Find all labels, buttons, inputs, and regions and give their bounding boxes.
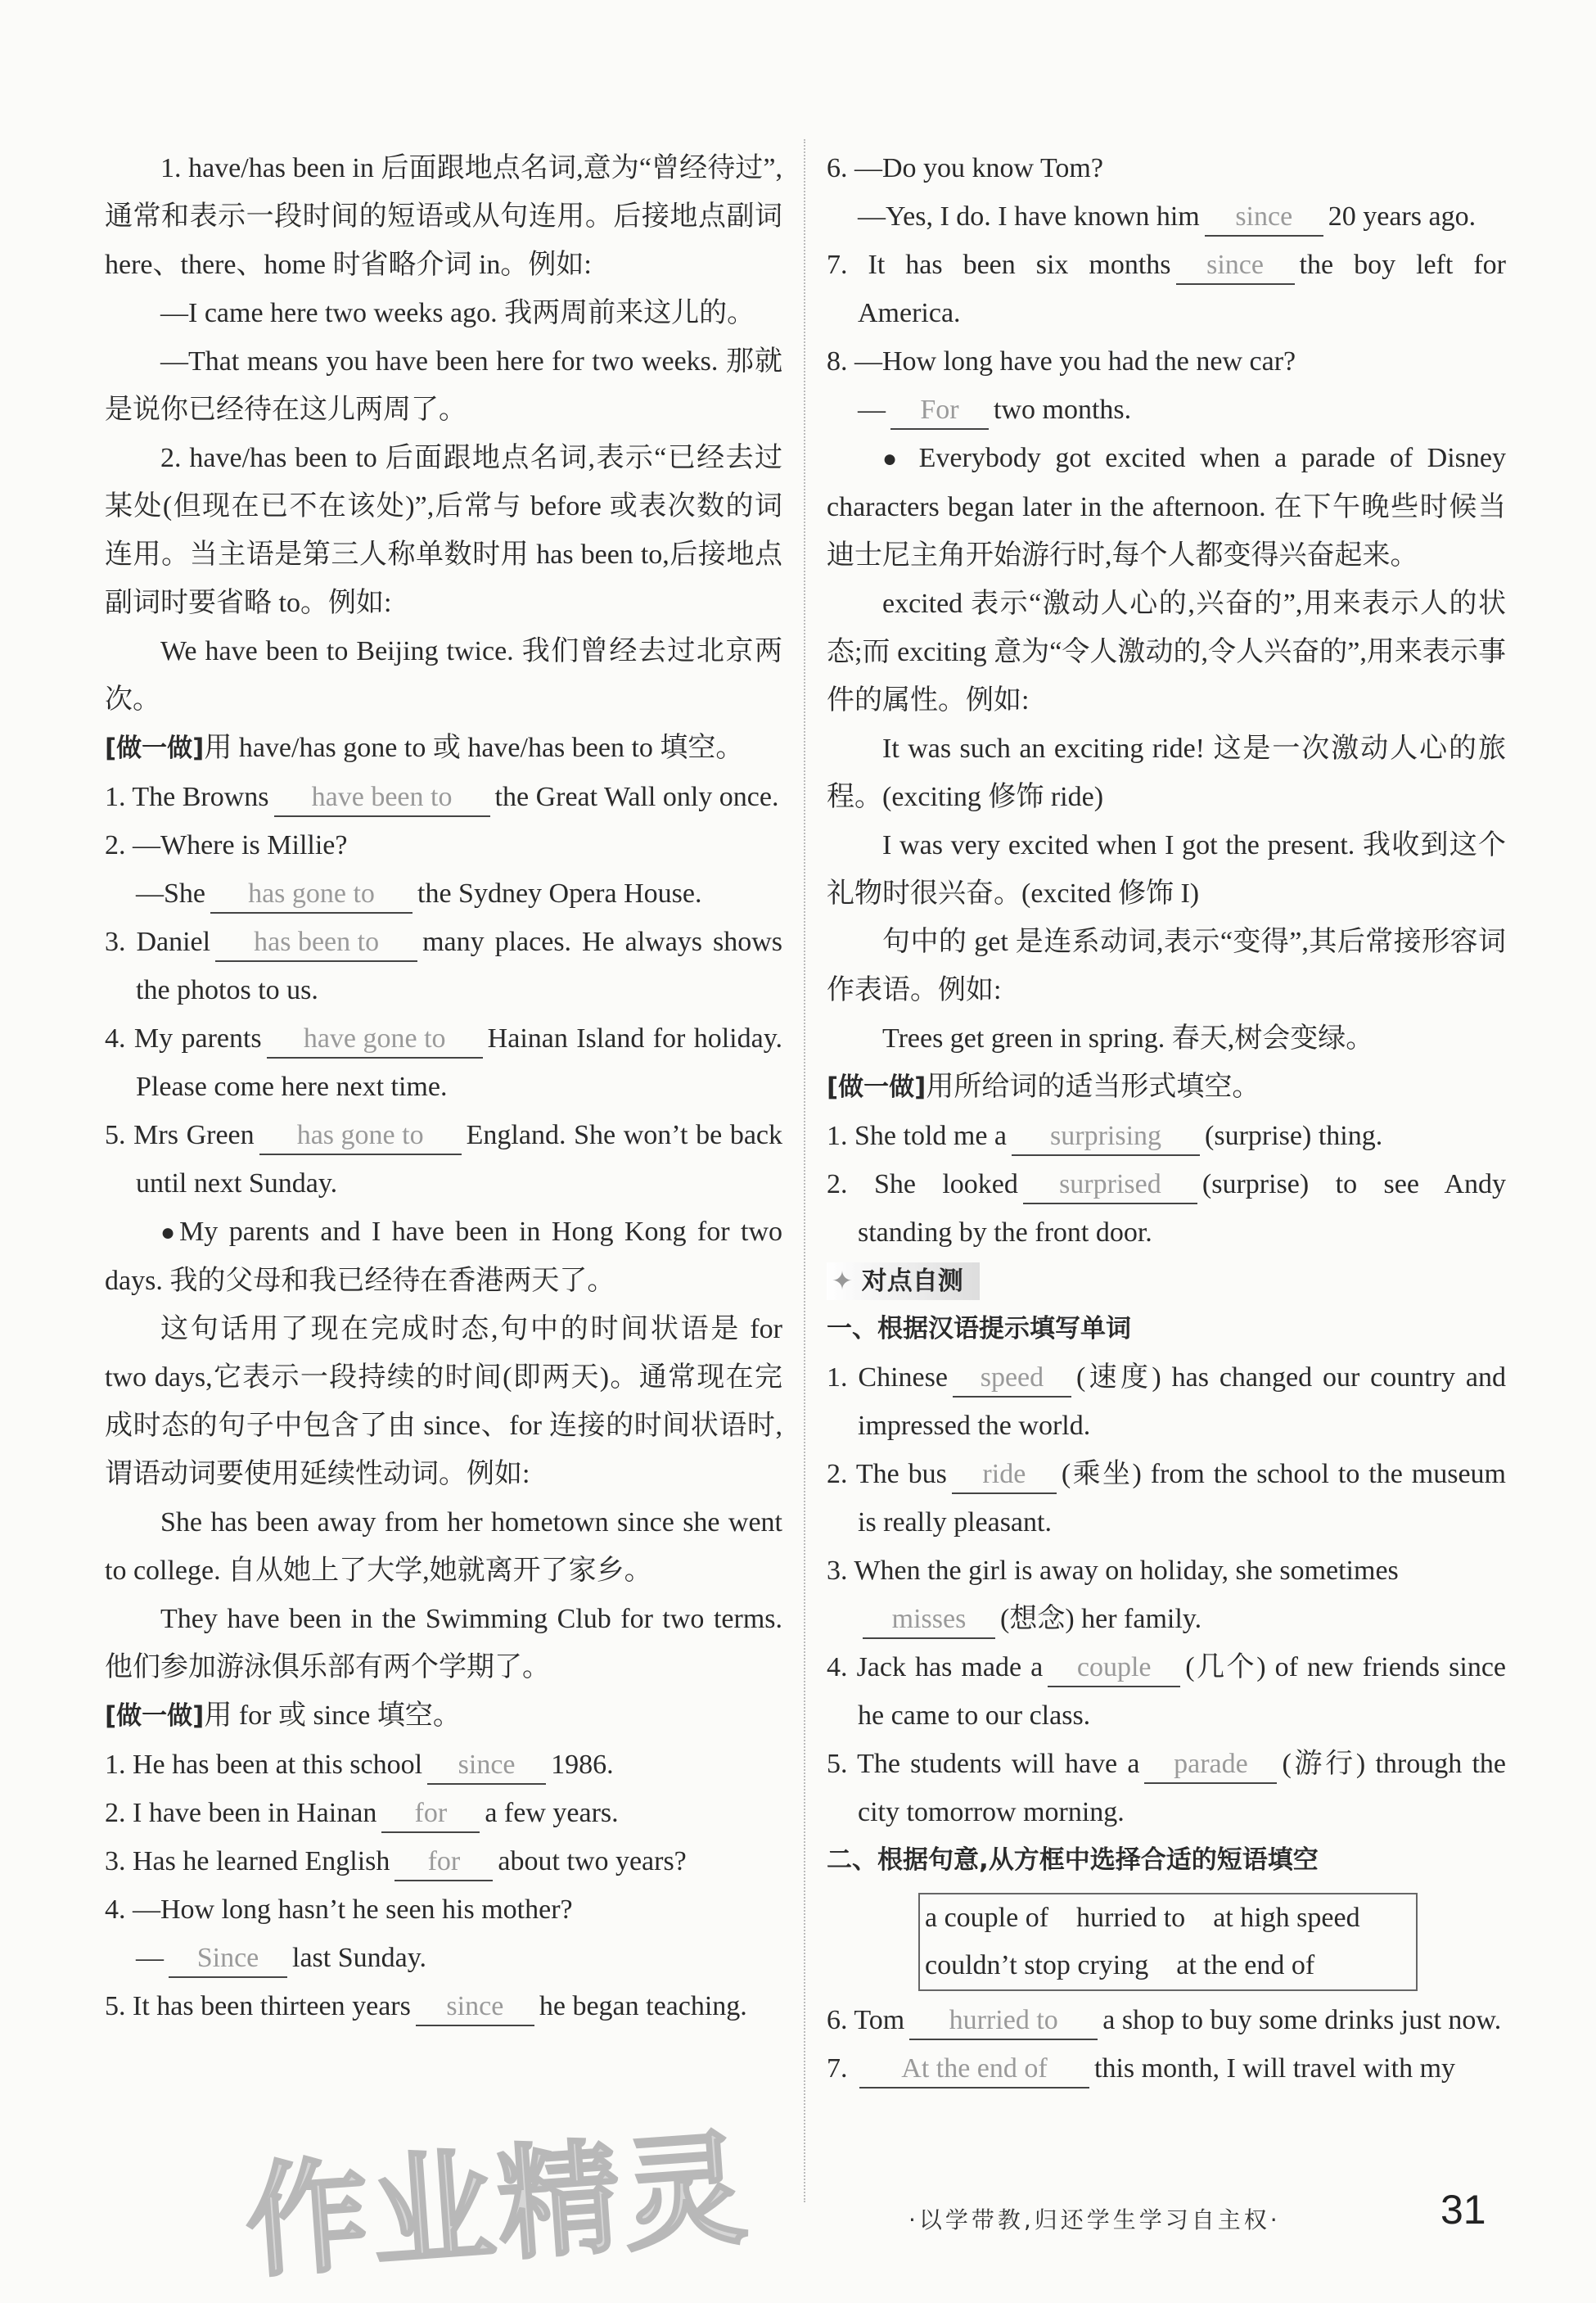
item-text: (乘坐) from the school to the museum is really pleasant. — [858, 1459, 1506, 1538]
item-text: the Sydney Opera House. — [417, 878, 702, 909]
section-2-list — [827, 1996, 1506, 2093]
exercise-item — [827, 144, 1506, 241]
answer-blank[interactable]: has gone to — [259, 1118, 462, 1155]
item-number: 6. — [827, 2005, 848, 2035]
answer-blank[interactable]: have gone to — [267, 1021, 483, 1059]
page-number: 31 — [1440, 2187, 1486, 2233]
item-number: 5. — [827, 1749, 848, 1779]
item-text: The bus — [855, 1459, 947, 1489]
instruction-text: 用 have/has gone to 或 have/has been to 填空。 — [204, 733, 744, 763]
item-number: 2. — [827, 1169, 848, 1199]
answer-blank[interactable]: ride — [952, 1456, 1057, 1494]
exercise-item — [105, 821, 782, 918]
item-text: (surprise) thing. — [1205, 1121, 1383, 1151]
exercise-item — [827, 1353, 1506, 1450]
item-lead: —How long hasn’t he seen his mother? — [133, 1894, 573, 1925]
item-text: about two years? — [498, 1846, 687, 1876]
exercise-item — [105, 1014, 782, 1111]
section-1-heading: 一、根据汉语提示填写单词 — [827, 1314, 1131, 1343]
exercise-list-3 — [827, 1112, 1506, 1257]
item-lead: —Do you know Tom? — [854, 153, 1103, 183]
item-text: — — [858, 395, 886, 425]
item-number: 1. — [827, 1362, 848, 1393]
phrase: a couple of — [925, 1903, 1049, 1933]
answer-blank[interactable]: hurried to — [909, 2003, 1098, 2040]
exercise-item — [105, 1111, 782, 1208]
item-text: Tom — [854, 2005, 905, 2035]
exercise-instruction — [105, 724, 782, 773]
right-column — [827, 144, 1506, 2093]
item-text: the boy left for America. — [858, 250, 1507, 328]
item-text: (surprise) to see Andy standing by the front door. — [858, 1169, 1507, 1248]
item-text: — — [136, 1943, 164, 1973]
answer-blank[interactable]: surprising — [1012, 1118, 1200, 1156]
item-text: last Sunday. — [292, 1943, 427, 1973]
item-text: She told me a — [854, 1121, 1008, 1151]
item-text: —She — [136, 878, 205, 909]
item-text: this month, I will travel with my — [1094, 2053, 1456, 2084]
item-text: (游行) through the city tomorrow morning. — [858, 1749, 1506, 1827]
answer-blank[interactable]: has been to — [215, 924, 417, 962]
phrase: at high speed — [1213, 1903, 1360, 1933]
item-text: Chinese — [858, 1362, 948, 1393]
exercise-item — [827, 1112, 1506, 1160]
answer-blank[interactable]: since — [1205, 199, 1323, 237]
bullet-icon: ● — [882, 445, 905, 472]
note-2: 2. have/has been to 后面跟地点名词,表示“已经去过某处(但现在已不在该处)”,后常与 before 或表次数的词连用。当主语是第三人称单数时用 has been to,后接地点副词时要省略 to。例如: — [105, 443, 782, 618]
phrase: hurried to — [1076, 1903, 1186, 1933]
note-1: 1. have/has been in 后面跟地点名词,意为“曾经待过”,通常和表示一段时间的短语或从句连用。后接地点副词 here、there、home 时省略介词 in。例如: — [105, 153, 782, 280]
item-number: 2. — [105, 1798, 126, 1828]
note-text: My parents and I have been in Hong Kong for two days. 我的父母和我已经待在香港两天了。 — [105, 1217, 782, 1296]
exercise-list-2 — [105, 1741, 782, 2030]
exercise-item — [827, 1450, 1506, 1547]
answer-blank[interactable]: couple — [1048, 1650, 1180, 1687]
exercise-item — [827, 1996, 1506, 2044]
item-text: a shop to buy some drinks just now. — [1102, 2005, 1502, 2035]
example: It was such an exciting ride! 这是一次激动人心的旅程。(exciting 修饰 ride) — [827, 734, 1506, 812]
exercise-item — [105, 1741, 782, 1789]
item-text: It has been six months — [868, 250, 1171, 280]
answer-blank[interactable]: have been to — [274, 779, 490, 817]
item-text: many places. He always shows the photos to us. — [136, 927, 783, 1005]
item-number: 7. — [827, 2053, 848, 2084]
exercise-tag: [做一做] — [105, 1701, 205, 1731]
answer-blank[interactable]: has gone to — [210, 876, 413, 914]
item-text: Daniel — [136, 927, 211, 957]
bullet-icon: ● — [160, 1219, 180, 1246]
item-number: 4. — [105, 1894, 126, 1925]
item-text: Has he learned English — [133, 1846, 390, 1876]
answer-blank[interactable]: since — [1176, 247, 1295, 285]
item-number: 5. — [105, 1991, 126, 2021]
exercise-item — [105, 1982, 782, 2030]
exercise-list-continued — [827, 144, 1506, 434]
item-text: It has been thirteen years — [133, 1991, 411, 2021]
item-text: he began teaching. — [539, 1991, 747, 2021]
item-text: Mrs Green — [133, 1120, 255, 1150]
item-number: 6. — [827, 153, 848, 183]
item-text: England. She won’t be back until next Sunday. — [136, 1120, 783, 1199]
column-divider — [804, 139, 805, 2202]
example: They have been in the Swimming Club for two terms. 他们参加游泳俱乐部有两个学期了。 — [105, 1604, 782, 1682]
note-6: excited 表示“激动人心的,兴奋的”,用来表示人的状态;而 exciting 意为“令人激动的,令人兴奋的”,用来表示事件的属性。例如: — [827, 589, 1506, 716]
answer-blank[interactable]: At the end of — [859, 2051, 1089, 2089]
item-lead: When the girl is away on holiday, she sometimes — [854, 1556, 1399, 1586]
exercise-instruction — [827, 1063, 1506, 1112]
item-text: (速度) has changed our country and impressed the world. — [858, 1362, 1507, 1441]
example: I was very excited when I got the present. 我收到这个礼物时很兴奋。(excited 修饰 I) — [827, 830, 1506, 909]
note-4: 这句话用了现在完成时态,句中的时间状语是 for two days,它表示一段持续的时间(即两天)。通常现在完成时态的句子中包含了由 since、for 连接的时间状语时,谓语动词要使用延续性动词。例如: — [105, 1314, 782, 1489]
note-7: 句中的 get 是连系动词,表示“变得”,其后常接形容词作表语。例如: — [827, 927, 1506, 1005]
answer-blank[interactable]: since — [427, 1747, 546, 1785]
item-text: He has been at this school — [133, 1750, 423, 1780]
phrase: couldn’t stop crying — [925, 1950, 1149, 1980]
item-text: The Browns — [132, 782, 269, 812]
exercise-item — [105, 1837, 782, 1885]
item-text: the Great Wall only once. — [494, 782, 779, 812]
item-number: 5. — [105, 1120, 126, 1150]
exercise-item — [827, 2044, 1506, 2093]
item-text: (想念) her family. — [1000, 1604, 1202, 1634]
item-lead: —Where is Millie? — [133, 830, 348, 860]
item-text: She looked — [873, 1169, 1018, 1199]
example: Trees get green in spring. 春天,树会变绿。 — [882, 1023, 1374, 1054]
answer-blank[interactable]: Since — [169, 1940, 287, 1978]
note-3 — [105, 1208, 782, 1305]
phrase-box — [918, 1893, 1418, 1991]
instruction-text: 用所给词的适当形式填空。 — [926, 1072, 1260, 1102]
section-2-heading: 二、根据句意,从方框中选择合适的短语填空 — [827, 1845, 1319, 1875]
answer-blank[interactable]: misses — [863, 1601, 995, 1639]
answer-blank[interactable]: For — [890, 392, 989, 430]
phrase: at the end of — [1176, 1950, 1315, 1980]
item-lead: —How long have you had the new car? — [854, 346, 1296, 377]
footer-slogan: ·以学带教,归还学生学习自主权· — [908, 2206, 1281, 2233]
item-number: 1. — [827, 1121, 848, 1151]
left-column — [105, 144, 782, 2030]
exercise-instruction — [105, 1691, 782, 1741]
answer-blank[interactable]: parade — [1144, 1746, 1277, 1784]
exercise-tag: [做一做] — [827, 1072, 926, 1102]
exercise-item — [827, 1547, 1506, 1643]
answer-blank[interactable]: surprised — [1023, 1167, 1197, 1204]
exercise-item — [105, 1885, 782, 1982]
self-test-heading — [827, 1262, 980, 1300]
item-number: 2. — [827, 1459, 848, 1489]
item-text: —Yes, I do. I have known him — [858, 201, 1200, 232]
item-text: (几个) of new friends since he came to our class. — [858, 1652, 1506, 1731]
example: —I came here two weeks ago. 我两周前来这儿的。 — [160, 298, 755, 328]
exercise-item — [827, 1740, 1506, 1836]
item-text: The students will have a — [857, 1749, 1140, 1779]
example: She has been away from her hometown since she went to college. 自从她上了大学,她就离开了家乡。 — [105, 1507, 782, 1586]
answer-blank[interactable]: for — [381, 1795, 480, 1833]
watermark: 作业精灵 — [241, 2117, 755, 2296]
exercise-item — [105, 918, 782, 1014]
item-number: 3. — [105, 1846, 126, 1876]
item-number: 3. — [105, 927, 126, 957]
example: We have been to Beijing twice. 我们曾经去过北京两次。 — [105, 636, 782, 715]
item-number: 4. — [827, 1652, 848, 1682]
item-text: My parents — [133, 1023, 262, 1054]
item-text: Jack has made a — [856, 1652, 1044, 1682]
note-5 — [827, 434, 1506, 580]
item-number: 4. — [105, 1023, 126, 1054]
item-number: 1. — [105, 1750, 126, 1780]
item-text: 20 years ago. — [1328, 201, 1477, 232]
item-text: 1986. — [551, 1750, 614, 1780]
section-1-list — [827, 1353, 1506, 1836]
answer-blank[interactable]: for — [394, 1844, 493, 1881]
answer-blank[interactable]: since — [416, 1989, 534, 2026]
exercise-item — [827, 1643, 1506, 1740]
exercise-tag: [做一做] — [105, 734, 205, 763]
answer-blank[interactable]: speed — [953, 1360, 1071, 1398]
exercise-item — [105, 773, 782, 821]
item-text: a few years. — [485, 1798, 619, 1828]
item-text: Hainan Island for holiday. Please come here next time. — [136, 1023, 782, 1102]
example: —That means you have been here for two weeks. 那就是说你已经待在这儿两周了。 — [105, 346, 782, 425]
item-number: 3. — [827, 1556, 848, 1586]
exercise-item — [827, 337, 1506, 434]
item-text: I have been in Hainan — [133, 1798, 377, 1828]
item-number: 7. — [827, 250, 848, 280]
exercise-item — [827, 1160, 1506, 1257]
note-text: Everybody got excited when a parade of Disney characters began later in the afternoon. 在下午晚些时候当迪士尼主角开始游行时,每个人都变得兴奋起来。 — [827, 443, 1506, 571]
self-test-label: 对点自测 — [861, 1267, 963, 1296]
item-text: two months. — [994, 395, 1132, 425]
item-number: 2. — [105, 830, 126, 860]
exercise-item — [105, 1789, 782, 1837]
sparkle-icon: ✦ — [832, 1267, 853, 1296]
item-number: 1. — [105, 782, 126, 812]
instruction-text: 用 for 或 since 填空。 — [204, 1700, 461, 1731]
exercise-list-1 — [105, 773, 782, 1208]
exercise-item — [827, 241, 1506, 337]
item-number: 8. — [827, 346, 848, 377]
